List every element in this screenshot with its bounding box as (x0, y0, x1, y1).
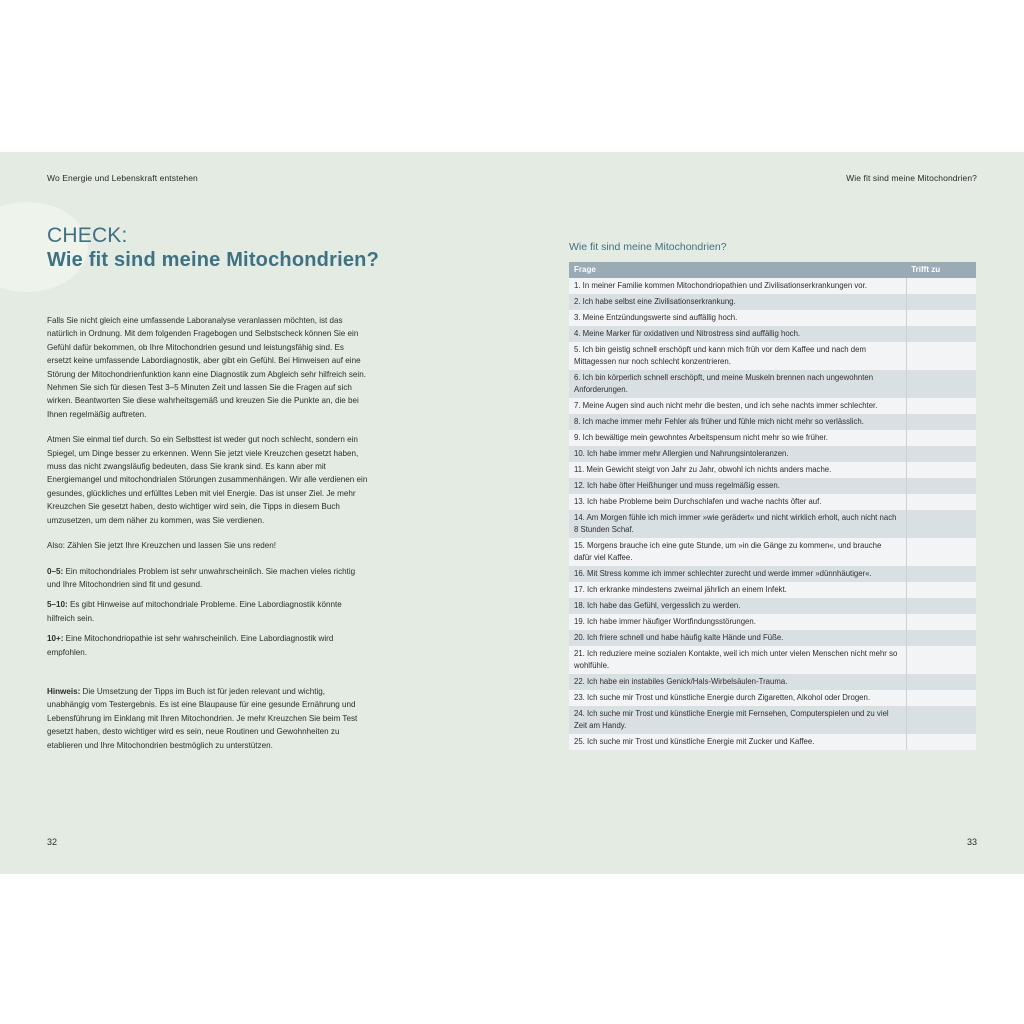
table-row (569, 414, 976, 430)
note-paragraph (47, 685, 369, 752)
answer-checkbox-cell[interactable] (906, 430, 976, 446)
score-range-2 (47, 598, 369, 625)
answer-checkbox-cell[interactable] (906, 690, 976, 706)
question-cell: 18. Ich habe das Gefühl, vergesslich zu werden. (569, 598, 906, 614)
column-header-question: Frage (569, 262, 906, 278)
question-cell: 6. Ich bin körperlich schnell erschöpft, und meine Muskeln brennen nach ungewohnten Anforderungen. (569, 370, 906, 398)
question-cell: 15. Morgens brauche ich eine gute Stunde, um »in die Gänge zu kommen«, und brauche dafür viel Kaffee. (569, 538, 906, 566)
questionnaire-table (569, 262, 976, 750)
table-row (569, 582, 976, 598)
table-row (569, 510, 976, 538)
question-cell: 4. Meine Marker für oxidativen und Nitrostress sind auffällig hoch. (569, 326, 906, 342)
note-text: Die Umsetzung der Tipps im Buch ist für jeden relevant und wichtig, unabhängig vom Testergebnis. Es ist eine Blaupause für eine gesunde Ernährung und Lebensführung im Einklang mit Ihren Mitochondrien. Je mehr Kreuzchen Sie beim Test gesetzt haben, desto wichtiger wird es sein, neue Routinen und Gewohnheiten zu etablieren und Ihre Mitochondrien bestmöglich zu unterstützen. (47, 686, 358, 750)
column-header-answer: Trifft zu (906, 262, 976, 278)
table-row (569, 478, 976, 494)
question-cell: 7. Meine Augen sind auch nicht mehr die besten, und ich sehe nachts immer schlechter. (569, 398, 906, 414)
reflection-paragraph: Atmen Sie einmal tief durch. So ein Selbsttest ist weder gut noch schlecht, sondern ein Spiegel, um Dinge besser zu erkennen. Wenn Sie jetzt viele Kreuzchen gesetzt haben, muss das nicht zwangsläufig bedeuten, dass Sie krank sind. Es kann aber mit Energiemangel und mitochondrialen Störungen zusammenhängen. Wir alle verdienen ein gesundes, glückliches und erfülltes Leben mit viel Energie. Das ist unser Ziel. Je mehr Kreuzchen Sie gesetzt haben, desto wichtiger wird sein, die Tipps in diesem Buch umzusetzen, um dem näher zu kommen, was Sie verdienen. (47, 435, 368, 525)
question-cell: 14. Am Morgen fühle ich mich immer »wie gerädert« und nicht wirklich erholt, auch nicht nach 8 Stunden Schaf. (569, 510, 906, 538)
answer-checkbox-cell[interactable] (906, 310, 976, 326)
answer-checkbox-cell[interactable] (906, 294, 976, 310)
page-title (47, 224, 379, 272)
question-cell: 19. Ich habe immer häufiger Wortfindungsstörungen. (569, 614, 906, 630)
table-header-row (569, 262, 976, 278)
answer-checkbox-cell[interactable] (906, 326, 976, 342)
answer-checkbox-cell[interactable] (906, 706, 976, 734)
question-cell: 11. Mein Gewicht steigt von Jahr zu Jahr, obwohl ich nichts anders mache. (569, 462, 906, 478)
table-row (569, 690, 976, 706)
score-range-3-text: Eine Mitochondriopathie ist sehr wahrscheinlich. Eine Labordiagnostik wird empfohlen. (47, 634, 334, 657)
table-row (569, 598, 976, 614)
score-range-3-label: 10+: (47, 634, 64, 644)
answer-checkbox-cell[interactable] (906, 478, 976, 494)
answer-checkbox-cell[interactable] (906, 614, 976, 630)
question-cell: 9. Ich bewältige mein gewohntes Arbeitspensum nicht mehr so wie früher. (569, 430, 906, 446)
question-cell: 12. Ich habe öfter Heißhunger und muss regelmäßig essen. (569, 478, 906, 494)
question-cell: 13. Ich habe Probleme beim Durchschlafen und wache nachts öfter auf. (569, 494, 906, 510)
question-cell: 20. Ich friere schnell und habe häufig kalte Hände und Füße. (569, 630, 906, 646)
table-row (569, 278, 976, 294)
score-range-1-label: 0–5: (47, 566, 64, 576)
table-caption: Wie fit sind meine Mitochondrien? (569, 241, 727, 253)
answer-checkbox-cell[interactable] (906, 370, 976, 398)
score-range-2-label: 5–10: (47, 600, 68, 610)
question-cell: 17. Ich erkranke mindestens zweimal jährlich an einem Infekt. (569, 582, 906, 598)
question-cell: 25. Ich suche mir Trost und künstliche Energie mit Zucker und Kaffee. (569, 734, 906, 750)
answer-checkbox-cell[interactable] (906, 674, 976, 690)
questionnaire-body (569, 278, 976, 750)
book-spread (0, 152, 1024, 874)
table-row (569, 494, 976, 510)
table-row (569, 646, 976, 674)
title-check: CHECK: (47, 224, 128, 247)
table-row (569, 538, 976, 566)
left-running-head: Wo Energie und Lebenskraft entstehen (47, 173, 198, 183)
score-range-1 (47, 565, 369, 592)
table-row (569, 342, 976, 370)
answer-checkbox-cell[interactable] (906, 646, 976, 674)
question-cell: 2. Ich habe selbst eine Zivilisationserkrankung. (569, 294, 906, 310)
score-range-2-text: Es gibt Hinweise auf mitochondriale Probleme. Eine Labordiagnostik könnte hilfreich sein. (47, 600, 342, 623)
question-cell: 16. Mit Stress komme ich immer schlechter zurecht und werde immer »dünnhäutiger«. (569, 566, 906, 582)
answer-checkbox-cell[interactable] (906, 494, 976, 510)
answer-checkbox-cell[interactable] (906, 734, 976, 750)
right-running-head: Wie fit sind meine Mitochondrien? (846, 173, 977, 183)
question-cell: 24. Ich suche mir Trost und künstliche Energie mit Fernsehen, Computerspielen und zu viel Zeit am Handy. (569, 706, 906, 734)
question-cell: 21. Ich reduziere meine sozialen Kontakte, weil ich mich unter vielen Menschen nicht mehr so wohlfühle. (569, 646, 906, 674)
answer-checkbox-cell[interactable] (906, 538, 976, 566)
table-row (569, 430, 976, 446)
table-row (569, 462, 976, 478)
answer-checkbox-cell[interactable] (906, 398, 976, 414)
answer-checkbox-cell[interactable] (906, 582, 976, 598)
table-row (569, 310, 976, 326)
table-row (569, 706, 976, 734)
question-cell: 10. Ich habe immer mehr Allergien und Nahrungsintoleranzen. (569, 446, 906, 462)
table-row (569, 566, 976, 582)
table-row (569, 294, 976, 310)
question-cell: 3. Meine Entzündungswerte sind auffällig hoch. (569, 310, 906, 326)
table-row (569, 370, 976, 398)
table-row (569, 630, 976, 646)
answer-checkbox-cell[interactable] (906, 566, 976, 582)
answer-checkbox-cell[interactable] (906, 630, 976, 646)
answer-checkbox-cell[interactable] (906, 510, 976, 538)
answer-checkbox-cell[interactable] (906, 598, 976, 614)
question-cell: 8. Ich mache immer mehr Fehler als früher und fühle mich nicht mehr so verlässlich. (569, 414, 906, 430)
count-paragraph: Also: Zählen Sie jetzt Ihre Kreuzchen und lassen Sie uns reden! (47, 541, 277, 551)
table-row (569, 674, 976, 690)
answer-checkbox-cell[interactable] (906, 446, 976, 462)
left-body-text (47, 314, 369, 764)
table-row (569, 398, 976, 414)
question-cell: 23. Ich suche mir Trost und künstliche Energie durch Zigaretten, Alkohol oder Drogen. (569, 690, 906, 706)
answer-checkbox-cell[interactable] (906, 278, 976, 294)
right-page-number: 33 (966, 837, 977, 847)
table-row (569, 446, 976, 462)
answer-checkbox-cell[interactable] (906, 414, 976, 430)
answer-checkbox-cell[interactable] (906, 462, 976, 478)
table-row (569, 734, 976, 750)
answer-checkbox-cell[interactable] (906, 342, 976, 370)
question-cell: 5. Ich bin geistig schnell erschöpft und kann mich früh vor dem Kaffee und nach dem Mittagessen nur noch schlecht konzentrieren. (569, 342, 906, 370)
note-label: Hinweis: (47, 686, 81, 696)
table-row (569, 326, 976, 342)
table-row (569, 614, 976, 630)
question-cell: 1. In meiner Familie kommen Mitochondriopathien und Zivilisationserkrankungen vor. (569, 278, 906, 294)
score-range-3 (47, 632, 369, 659)
left-page-number: 32 (47, 837, 58, 847)
question-cell: 22. Ich habe ein instabiles Genick/Hals-Wirbelsäulen-Trauma. (569, 674, 906, 690)
score-range-1-text: Ein mitochondriales Problem ist sehr unwahrscheinlich. Sie machen vieles richtig und Ihre Mitochondrien sind fit und gesund. (47, 566, 356, 589)
intro-paragraph: Falls Sie nicht gleich eine umfassende Laboranalyse veranlassen möchten, ist das natürlich in Ordnung. Mit dem folgenden Fragebogen und Selbstscheck können Sie ein Gefühl dafür bekommen, ob Ihre Mitochondrien gesund und leistungsfähig sind. Es ersetzt keine umfassende Labordiagnostik, aber gibt ein Gefühl. Bei Hinweisen auf eine Störung der Mitochondrienfunktion kann eine Diagnostik zum Abgleich sehr hilfreich sein. Nehmen Sie sich für diesen Test 3–5 Minuten Zeit und lassen Sie die Fragen auf sich wirken. Beantworten Sie diese wahrheitsgemäß und kreuzen Sie die Punkte an, die bei Ihnen regelmäßig auftreten. (47, 316, 366, 419)
title-main: Wie fit sind meine Mitochondrien? (47, 249, 379, 271)
